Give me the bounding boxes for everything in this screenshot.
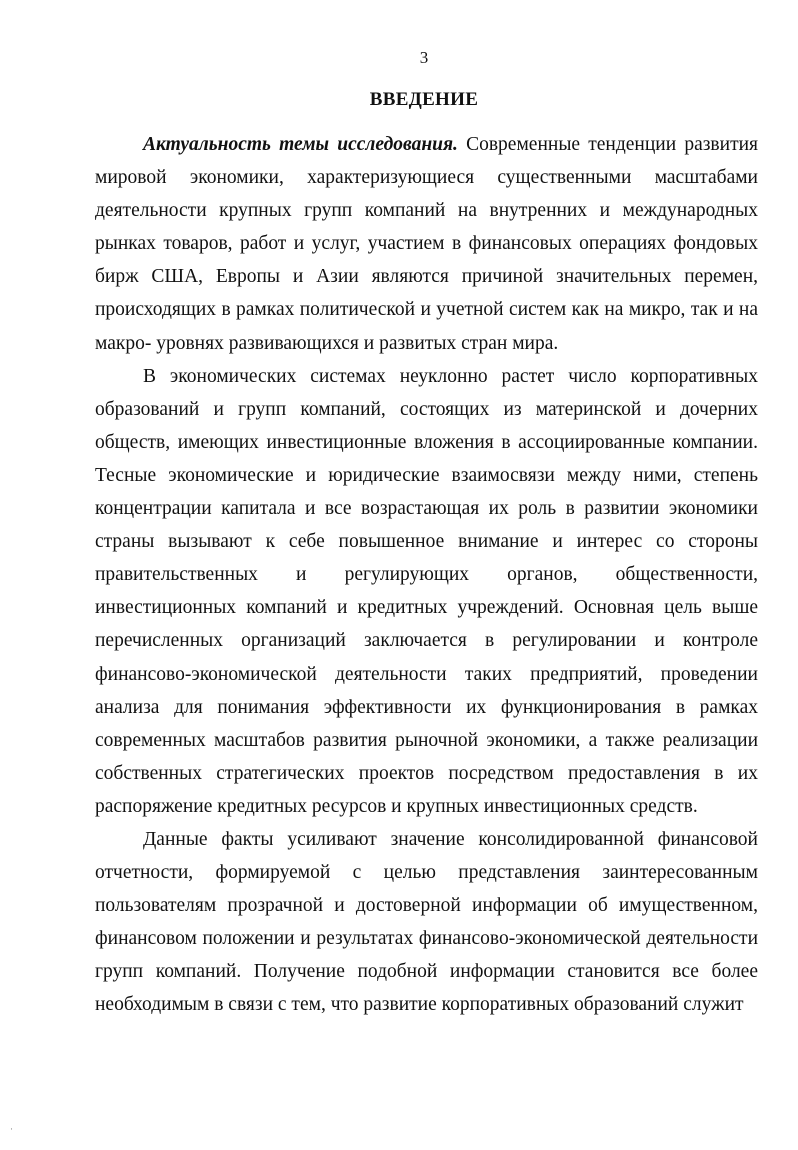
paragraph-text: Данные факты усиливают значение консолидированной финансовой отчетности, формируемой с целью представления заинтересованным пользователям прозрачной и достоверной информации об имущественном, финансовом положении и результатах финансово-экономической деятельности групп компаний. Получение подобной информации становится все более необходимым в связи с тем, что развитие корпоративных образований служит — [95, 828, 758, 1016]
paragraph-lead-title: Актуальность темы исследования. — [143, 134, 458, 155]
page-number: 3 — [419, 48, 429, 67]
paragraph-relevance — [95, 128, 758, 360]
paragraph-text: Современные тенденции развития мировой экономики, характеризующиеся существенными масштабами деятельности крупных групп компаний на внутренних и международных рынках товаров, работ и услуг, участием в финансовых операциях фондовых бирж США, Европы и Азии являются причиной значительных перемен, происходящих в рамках политической и учетной систем как на микро, так и на макро- уровнях развивающихся и развитых стран мира. — [95, 134, 758, 354]
paragraph-text: В экономических системах неуклонно растет число корпоративных образований и групп компаний, состоящих из материнской и дочерних обществ, имеющих инвестиционные вложения в ассоциированные компании. Тесные экономические и юридические взаимосвязи между ними, степень концентрации капитала и все возрастающая их роль в развитии экономики страны вызывают к себе повышенное внимание и интерес со стороны правительственных и регулирующих органов, общественности, инвестиционных компаний и кредитных учреждений. Основная цель выше перечисленных организаций заключается в регулировании и контроле финансово-экономической деятельности таких предприятий, проведении анализа для понимания эффективности их функционирования в рамках современных масштабов развития рыночной экономики, а также реализации собственных стратегических проектов посредством предоставления в их распоряжение кредитных ресурсов и крупных инвестиционных средств. — [95, 365, 758, 817]
section-heading: ВВЕДЕНИЕ — [369, 89, 479, 110]
paragraph-corporate-growth — [95, 360, 758, 823]
scan-corner-mark: · — [10, 1124, 13, 1134]
body-text — [95, 128, 758, 1022]
paragraph-consolidated-reporting — [95, 823, 758, 1022]
